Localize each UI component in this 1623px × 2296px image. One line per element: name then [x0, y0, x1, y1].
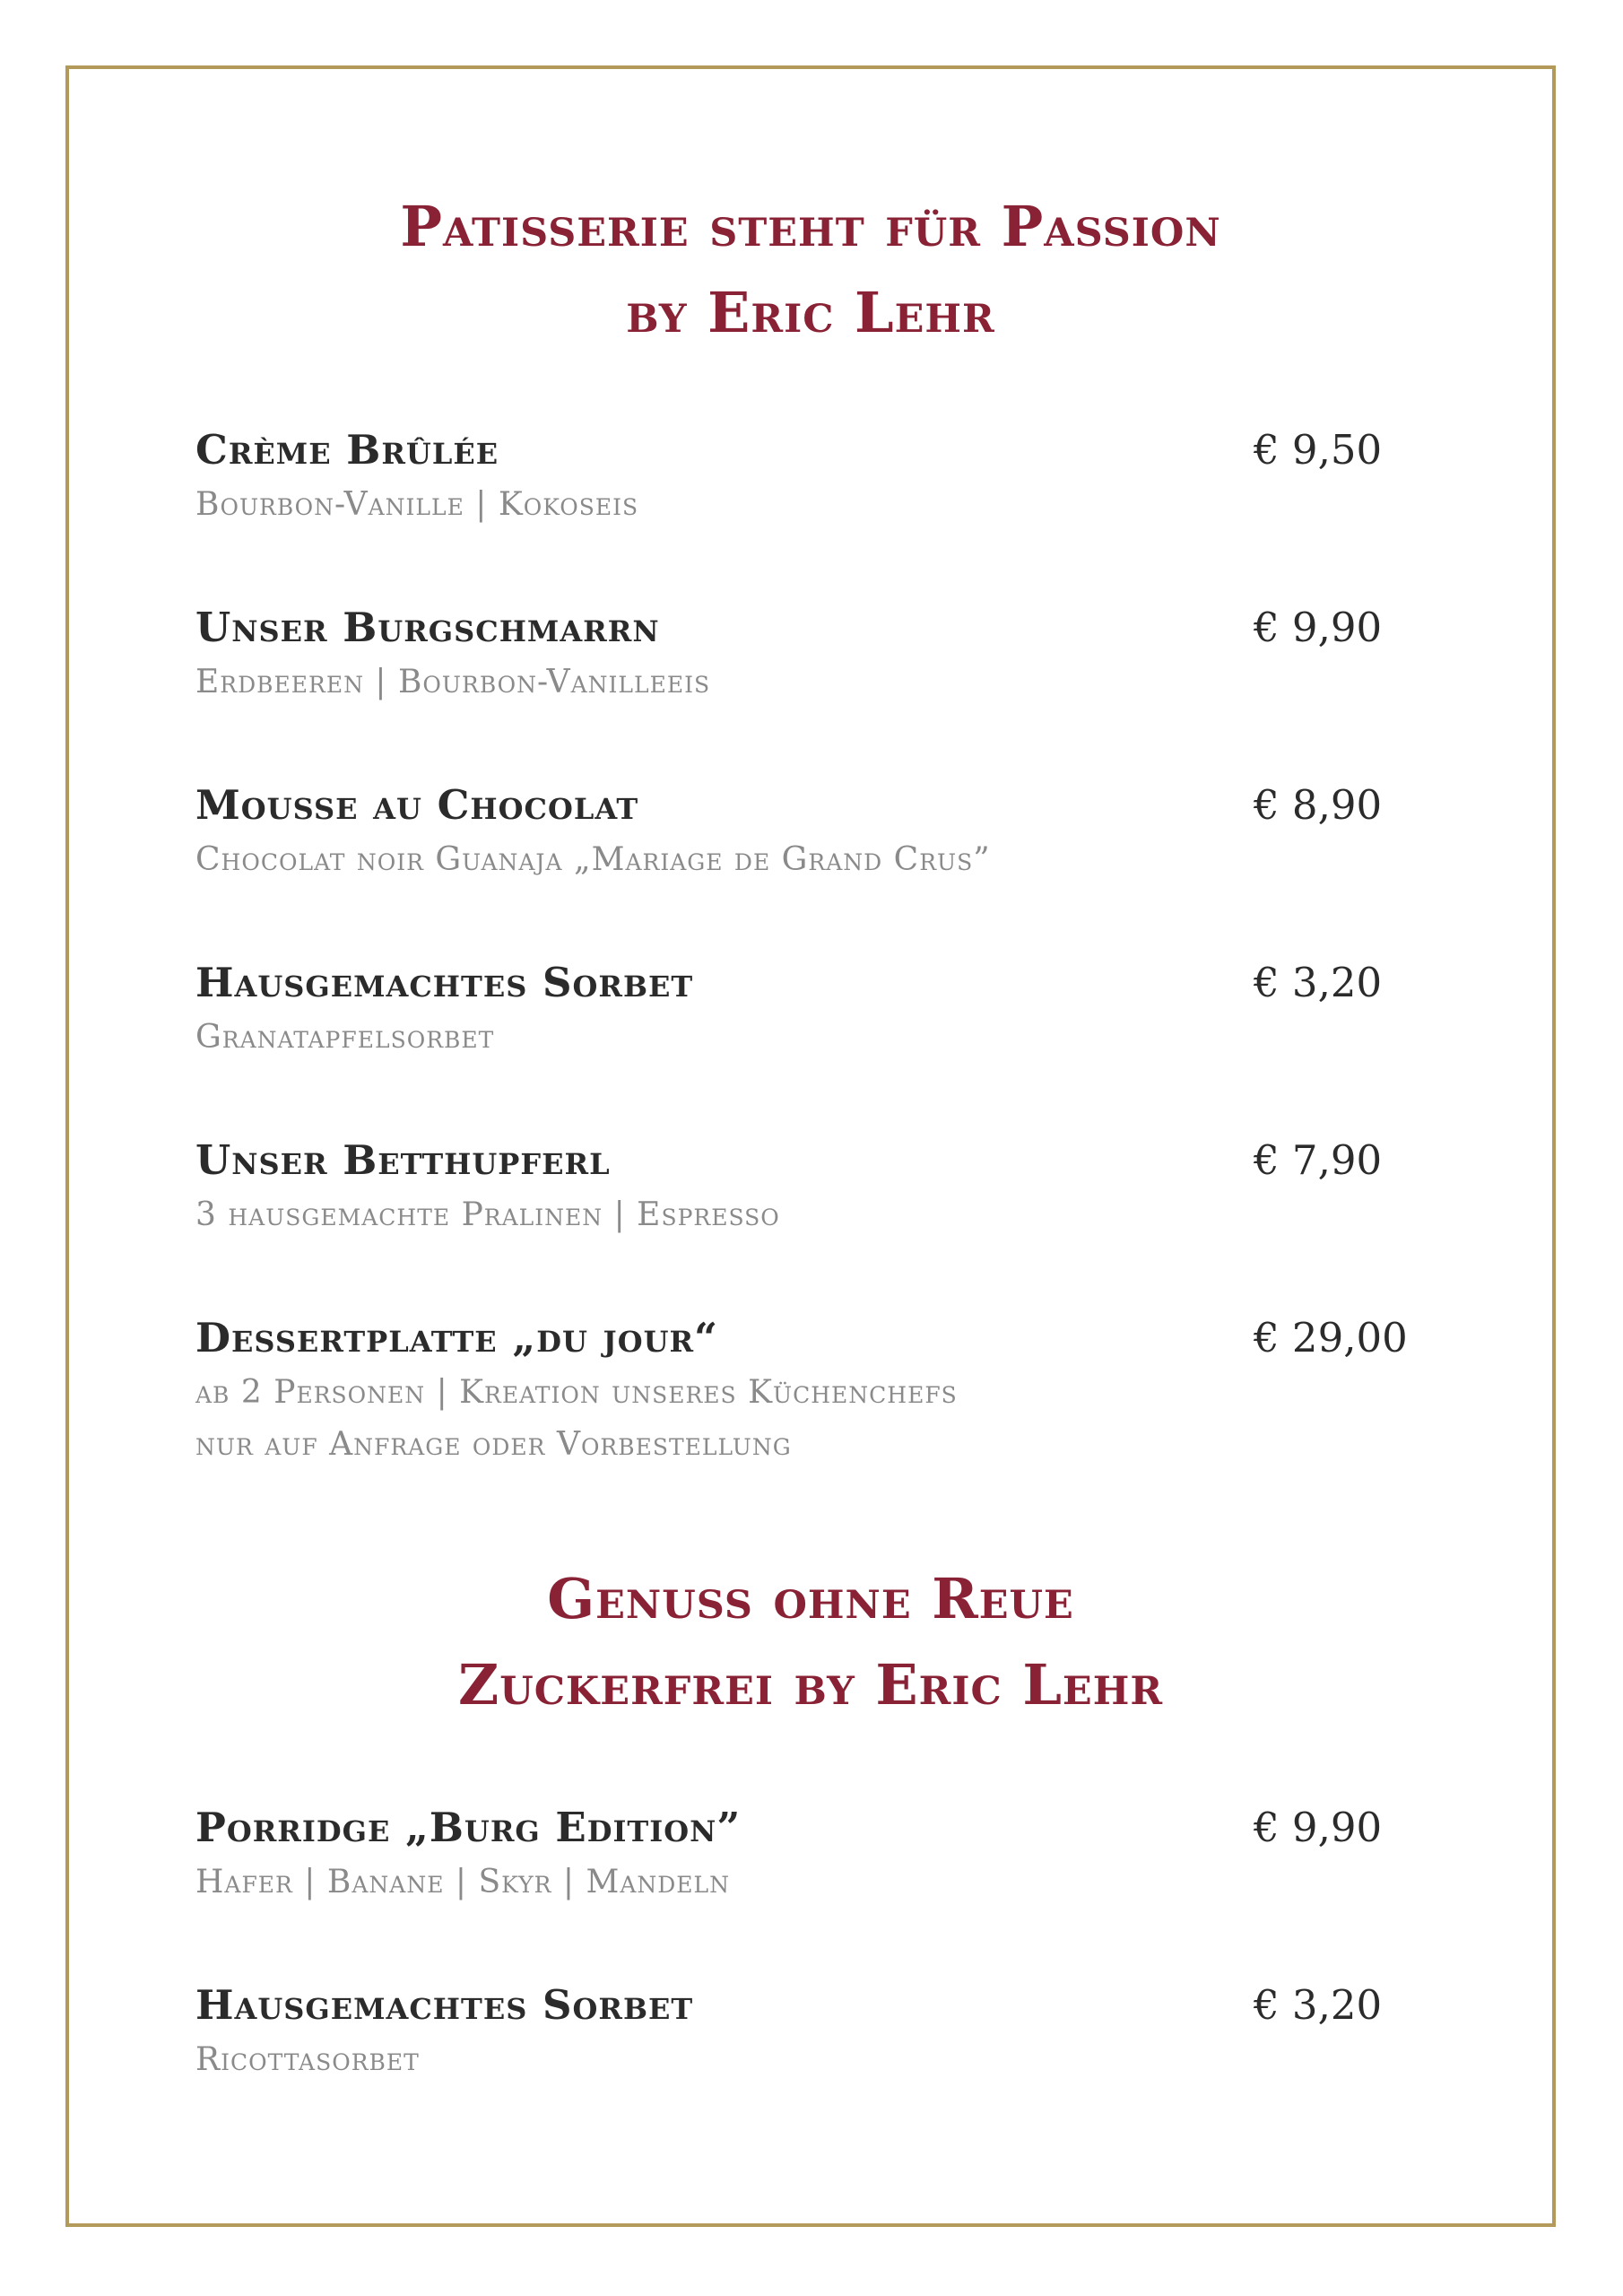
menu-item — [195, 777, 1451, 886]
menu-item — [195, 599, 1451, 709]
item-price: € 9,50 — [1254, 426, 1383, 474]
item-name: Unser Burgschmarrn — [195, 604, 660, 651]
item-name: Crème Brûlée — [195, 426, 499, 474]
section-heading-zuckerfrei — [65, 1556, 1556, 1728]
menu-item — [195, 422, 1451, 531]
item-description-note: nur auf Anfrage oder Vorbestellung — [195, 1426, 792, 1463]
item-description: Hafer | Banane | Skyr | Mandeln — [195, 1864, 731, 1900]
item-price: € 7,90 — [1254, 1136, 1383, 1184]
item-price: € 9,90 — [1254, 1804, 1383, 1851]
menu-item — [195, 954, 1451, 1064]
section-heading-line2: by Eric Lehr — [626, 280, 995, 345]
item-description: Granatapfelsorbet — [195, 1019, 495, 1056]
menu-item — [195, 1977, 1451, 2086]
item-price: € 9,90 — [1254, 604, 1383, 651]
item-price: € 8,90 — [1254, 781, 1383, 829]
item-price: € 3,20 — [1254, 959, 1383, 1006]
item-description: Bourbon-Vanille | Kokoseis — [195, 486, 639, 523]
menu-item — [195, 1309, 1451, 1471]
item-description: Chocolat noir Guanaja „Mariage de Grand Crus” — [195, 841, 991, 878]
section-heading-line1: Genuss ohne Reue — [547, 1566, 1074, 1631]
item-price: € 29,00 — [1254, 1314, 1408, 1361]
item-name: Mousse au Chocolat — [195, 781, 639, 829]
item-description: ab 2 Personen | Kreation unseres Küchenchefs — [195, 1374, 958, 1411]
item-name: Hausgemachtes Sorbet — [195, 959, 694, 1006]
item-price: € 3,20 — [1254, 1981, 1383, 2029]
item-name: Dessertplatte „du jour“ — [195, 1314, 718, 1361]
section-heading-line2: Zuckerfrei by Eric Lehr — [457, 1652, 1164, 1718]
menu-item — [195, 1799, 1451, 1909]
item-name: Unser Betthupferl — [195, 1136, 611, 1184]
item-name: Hausgemachtes Sorbet — [195, 1981, 694, 2029]
menu-item — [195, 1132, 1451, 1241]
item-description: Ricottasorbet — [195, 2041, 420, 2078]
section-heading-patisserie — [65, 184, 1556, 356]
section-heading-line1: Patisserie steht für Passion — [400, 194, 1221, 259]
item-description: Erdbeeren | Bourbon-Vanilleeis — [195, 664, 711, 700]
item-name: Porridge „Burg Edition” — [195, 1804, 742, 1851]
item-description: 3 hausgemachte Pralinen | Espresso — [195, 1196, 780, 1233]
